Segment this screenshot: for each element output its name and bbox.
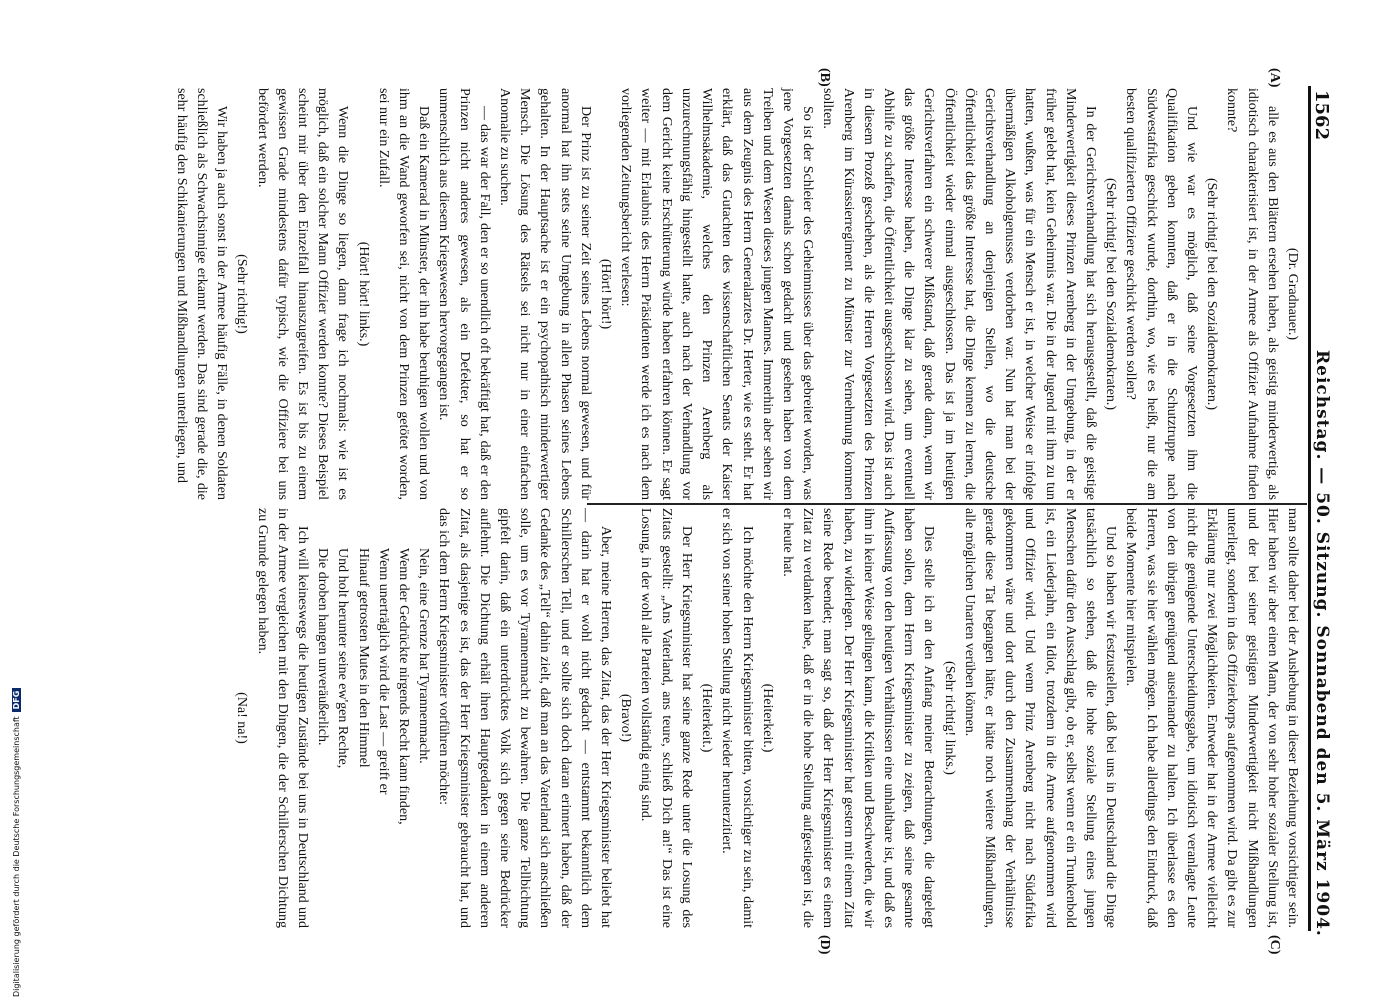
interjection: (Heiterkeit.) (699, 683, 715, 753)
credit-text: Digitalisierung gefördert durch die Deutsche Forschungsgemeinschaft (12, 716, 21, 997)
paragraph: — das war der Fall, den er so unendlich oft bekräftigt hat, daß er den Prinzen nicht anderes gewesen, als ein Defekter, so hat er so unmenschlich aus diesem Kriegswesen hervorgegangen ist. (436, 88, 492, 500)
paragraph: Ich will keineswegs die heutigen Zustände bei uns in Deutschland und in der Armee vergleichen mit den Dingen, die der Schillerschen Dichtung zu Grunde gelegen haben. (254, 508, 311, 928)
paragraph: Wir haben ja auch sonst in der Armee häufig Fälle, in denen Soldaten schließlich als Schwachsinnige erkannt werden. Das sind gerade die, die sehr häufig den Schikanierungen und Mißhandlungen unterliegen, und (173, 88, 230, 500)
interjection: (Sehr richtig! bei den Sozialdemokraten.) (1103, 177, 1119, 411)
interjection: (Bravo!) (618, 693, 634, 743)
margin-mark-b: (B) (817, 68, 832, 87)
paragraph: Und so haben wir festzustellen, daß bei uns in Deutschland die Dinge tatsächlich so stehen, daß die hohe soziale Stellung eines jungen Menschen dafür den Ausschlag gibt, ob er, selbst wenn er ein Trunkenbold ist, ein Liederjahn, ein Idiot, trotzdem in die Armee aufgenommen wird und Offizier wird. Und wenn Prinz Arenberg nicht nach Südafrika gekommen wäre und dort durch den Zusammenhang der Verhältnisse gerade diese Tat begangen hätte, er hätte noch weitere Mißhandlungen, alle möglichen Unarten verüben können. (961, 508, 1119, 928)
interjection: (Hört! hört!) (598, 258, 614, 330)
digitization-credit (12, 688, 21, 997)
page-title: Reichstag. — 50. Sitzung. Sonnabend den 5. März 1904. (1312, 350, 1332, 937)
verse-line: Wenn unerträglich wird die Last — greift er (375, 548, 391, 795)
interjection: (Hört! hört! links.) (355, 241, 371, 347)
header-rule (1308, 86, 1311, 931)
margin-mark-d: (D) (817, 935, 832, 955)
interjection: (Heiterkeit.) (759, 683, 775, 753)
quotation: Der Prinz ist zu seiner Zeit seines Lebens normal gewesen, und für anormal hat ihn stets seine Umgebung in allen Phasen seines Lebens gehalten. In der Hauptsache ist er ein psychopathisch minderwertiger Mensch. Die Lösung des Rätsels sei nicht nur in einer einfachen Anomalie zu suchen. (497, 88, 593, 500)
right-column (234, 508, 1302, 928)
left-column (173, 88, 1302, 500)
interjection: (Sehr richtig!) (234, 254, 250, 334)
paragraph: man sollte daher bei der Aushebung in dieser Beziehung vorsichtiger sein. Hier haben wir aber einen Mann, der von sehr hoher sozialer Stellung ist, und der bei seiner geistigen Minderwertigkeit nicht Mißhandlungen unterliegt, sondern in das Offizierkorps aufgenommen wird. Da gibt es zur Erklärung nur zwei Möglichkeiten. Entweder hat in der Armee vielleicht nicht die genügende Unterscheidungsgabe, um idiotisch veranlagte Leute von den übrigen genügend auseinander zu halten. Ich überlasse es den Herren, was sie hier wählen mögen. Ich habe allerdings den Eindruck, daß beide Momente hier mitspielen. (1123, 508, 1300, 928)
interjection: (Sehr richtig! links.) (941, 661, 957, 775)
paragraph: Daß ein Kamerad in Münster, der ihn habe beruhigen wollen und von ihm an die Wand geworfen sei, nicht von dem Prinzen getötet worden, sei nur ein Zufall. (375, 88, 432, 500)
interjection: (Na! na!) (234, 692, 250, 744)
verse-line: Und holt herunter seine ew'gen Rechte, (335, 548, 351, 769)
paragraph: Dies stelle ich an den Anfang meiner Betrachtungen, die dargelegt haben sollen, dem Herrn Kriegsminister zu zeigen, daß seine gesamte Auffassung von den heutigen Verhältnissen eine unhaltbare ist, und daß es ihm in keiner Weise gelingen kann, die Kritiken und Beschwerden, die wir haben, zu widerlegen. Der Herr Kriegsminister hat gestern mit einem Zitat seine Rede beendet; man sagt so, daß der Herr Kriegsminister es einem Zitat zu verdanken habe, daß er in die hohe Stellung aufgestiegen ist, die er heute hat. (779, 508, 937, 928)
paragraph: Und wie war es möglich, daß seine Vorgesetzten ihm die Qualifikation geben konnten, daß er in die Schutztruppe nach Südwestafrika geschickt wurde, dorthin, wo, wie es heißt, nur die am besten qualifizierten Offiziere geschickt werden sollen? (1123, 88, 1199, 500)
page-number: 1562 (1311, 90, 1332, 141)
margin-mark-c: (C) (1267, 935, 1282, 955)
column-divider (587, 503, 1307, 505)
paragraph: Aber, meine Herren, das Zitat, das der Herr Kriegsminister beliebt hat — darin hat er wohl nicht gedacht — entstammt bekanntlich dem Schillerschen Tell, und er sollte sich doch daran erinnert haben, daß der Gedanke des „Tell“ dahin zielt, daß man an das Vaterland sich anschließen solle, um es vor Tyrannenmacht zu bewahren. Die ganze Tellbichtung gipfelt darin, daß ein unterdrücktes Volk sich gegen seine Bedrücker auflehnt. Die Dichtung erhält ihren Hauptgedanken in einem anderen Zitat, als dasjenige es ist, das der Herr Kriegsminister gebraucht hat, und das ich dem Herrn Kriegsminister vorführen möchte: (436, 508, 614, 928)
paragraph: Der Herr Kriegsminister hat seine ganze Rede unter die Losung des Zitats gestellt: „Ans Vaterland, ans teure, schließ Dich an!“ Das ist eine Losung, in der wohl alle Parteien vollständig einig sind. (638, 508, 694, 928)
paragraph: alle es aus den Blättern ersehen haben, als geistig minderwertig, als idiotisch charakterisiert ist, in der Armee als Offizier Aufnahme finden konnte? (1224, 88, 1280, 500)
paragraph: Ich möchte den Herrn Kriegsminister bitten, vorsichtiger zu sein, damit er sich von seiner hohen Stellung nicht wieder herunterzitiert. (719, 508, 755, 928)
page-header (1300, 0, 1340, 1000)
paragraph: In der Gerichtsverhandlung hat sich herausgestellt, daß die geistige Minderwertigkeit dieses Prinzen Arenberg in der Umgebung, in der er früher gelebt hat, kein Geheimnis war. Die in der Jugend mit ihm zu tun hatten, wußten, was für ein Mensch er ist, in welcher Weise er infolge übermäßigen Alkoholgenusses verdorben war. Nun hat man bei der Gerichtsverhandlung an denjenigen Stellen, wo die deutsche Öffentlichkeit das größte Interesse hat, die Dinge kennen zu lernen, die Öffentlichkeit wieder einmal ausgeschlossen. Das ist ja im heutigen Gerichtsverfahren ein schwerer Mißstand, daß gerade dann, wenn wir das größte Interesse haben, die Dinge klar zu sehen, um eventuell Abhilfe zu schaffen, die Öffentlichkeit ausgeschlossen wird. Das ist auch in diesem Prozeß geschehen, als die Herren Vorgesetzten des Prinzen Arenberg im Kürassierregiment zu Münster zur Vernehmung kommen sollten. (820, 88, 1098, 500)
speaker-label: (Dr. Gradnauer.) (1285, 247, 1300, 341)
dfg-logo: DFG (12, 688, 21, 713)
interjection: (Sehr richtig! bei den Sozialdemokraten.) (1204, 177, 1220, 411)
verse-line: Wenn der Gedrückte nirgends Recht kann finden, (396, 548, 412, 825)
paragraph: So ist der Schleier des Geheimnisses über das gebreitet worden, was jene Vorgesetzten damals schon gedacht und gesehen haben von dem Treiben und dem Wesen dieses jungen Mannes. Immerhin aber sehen wir aus dem Zeugnis des Herrn Generalarztes Dr. Herter, wie es steht. Er hat erklärt, daß das Gutachten des wissenschaftlichen Senats der Kaiser Wilhelmsakademie, welches den Prinzen Arenberg als unzurechnungsfähig hingestellt hatte, auch nach der Verhandlung vor dem Gericht keine Erschütterung würde haben erfahren können. Er sagt weiter — mit Erlaubnis des Herrn Präsidenten werde ich es nach dem vorliegenden Zeitungsbericht verlesen: (618, 88, 816, 500)
verse-line: Hinauf getrosten Mutes in den Himmel (355, 548, 371, 768)
verse-line: Die droben hangen unveräußerlich. (315, 548, 331, 746)
paragraph: Wenn die Dinge so liegen, dann frage ich nochmals: wie ist es möglich, daß ein solcher Mann Offizier werden konnte? Dieses Beispiel scheint mir über den Einzelfall hinauszugreifen. Es ist bis zu einem gewissen Grade mindestens dafür typisch, wie die Offiziere bei uns befördert werden. (254, 88, 351, 500)
verse-line: Nein, eine Grenze hat Tyrannenmacht. (416, 548, 432, 764)
margin-mark-a: (A) (1267, 68, 1282, 88)
